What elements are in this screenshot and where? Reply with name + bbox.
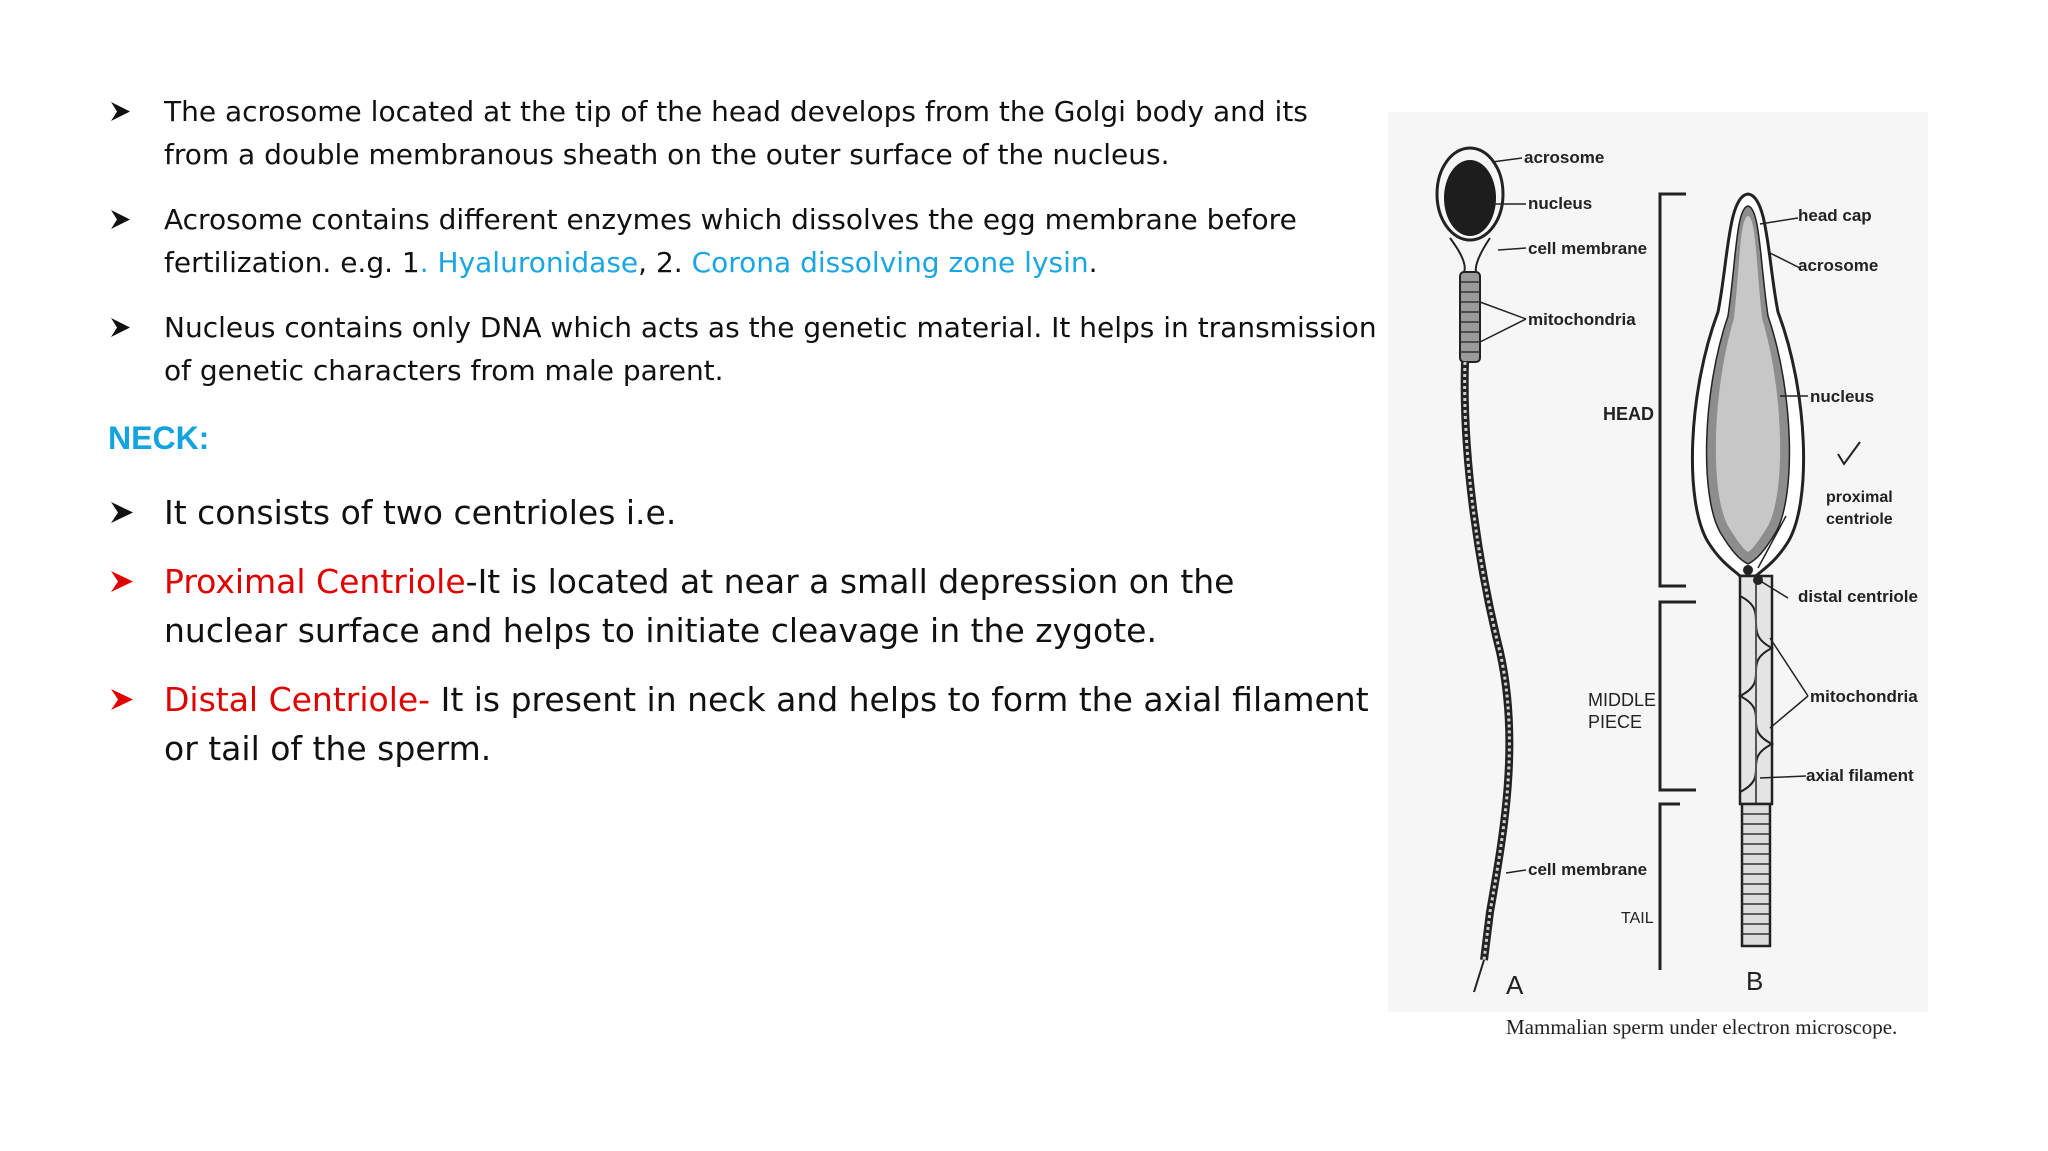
arrow-bullet-icon bbox=[108, 306, 164, 349]
bullet-text-plain: -It is located at near a small depression on the nuclear surface and helps to initiate cleavage in the zygote. bbox=[164, 562, 1235, 650]
bullet-item bbox=[108, 488, 1388, 537]
term-distal-centriole: Distal Centriole- bbox=[164, 680, 441, 719]
bullet-text-plain: It is present in neck and helps to form the axial filament or tail of the sperm. bbox=[164, 680, 1369, 768]
arrow-bullet-icon bbox=[108, 557, 164, 606]
label-letter-b: B bbox=[1746, 966, 1764, 996]
section-tail-label: TAIL bbox=[1621, 910, 1654, 927]
neck-bullet-list bbox=[108, 488, 1388, 773]
section-heading: NECK: bbox=[108, 420, 210, 456]
bullet-text-plain: , 2. bbox=[638, 246, 692, 279]
section-piece-label: PIECE bbox=[1588, 712, 1643, 732]
bullet-text-plain: Acrosome contains different enzymes which dissolves the egg membrane before fertilization. e.g. 1 bbox=[164, 203, 1297, 279]
sperm-diagram bbox=[1388, 112, 1928, 1052]
bullet-item bbox=[108, 557, 1318, 655]
bullet-list bbox=[108, 90, 1388, 392]
bullet-text: It consists of two centrioles i.e. bbox=[164, 493, 677, 532]
enzyme-name: Corona dissolving zone lysin bbox=[691, 246, 1089, 279]
bullet-text bbox=[164, 557, 1318, 655]
bullet-text: Nucleus contains only DNA which acts as the genetic material. It helps in transmission of genetic characters from male parent. bbox=[164, 311, 1377, 387]
arrow-bullet-icon bbox=[108, 198, 164, 241]
figure-caption: Mammalian sperm under electron microscope. bbox=[1506, 1015, 1898, 1039]
label-cell-membrane-a: cell membrane bbox=[1528, 239, 1648, 258]
label-cell-membrane-a-bottom: cell membrane bbox=[1528, 860, 1648, 879]
bullet-text bbox=[164, 675, 1378, 773]
arrow-bullet-icon bbox=[108, 90, 164, 133]
bullet-text bbox=[164, 198, 1348, 284]
label-proximal: proximal bbox=[1826, 489, 1893, 506]
label-letter-a: A bbox=[1506, 970, 1524, 1000]
label-mitochondria-b: mitochondria bbox=[1810, 687, 1918, 706]
label-acrosome-a: acrosome bbox=[1524, 148, 1605, 167]
enzyme-name: . Hyaluronidase bbox=[419, 246, 639, 279]
label-mitochondria-a: mitochondria bbox=[1528, 310, 1636, 329]
section-middle-label: MIDDLE bbox=[1588, 690, 1657, 710]
label-head-cap: head cap bbox=[1798, 206, 1872, 225]
bullet-item bbox=[108, 198, 1348, 284]
term-proximal-centriole: Proximal Centriole bbox=[164, 562, 466, 601]
label-distal-centriole: distal centriole bbox=[1798, 587, 1918, 606]
label-nucleus-b: nucleus bbox=[1810, 387, 1875, 406]
section-head-label: HEAD bbox=[1603, 404, 1655, 424]
label-acrosome-b: acrosome bbox=[1798, 256, 1879, 275]
bullet-item bbox=[108, 675, 1378, 773]
arrow-bullet-icon bbox=[108, 675, 164, 724]
label-axial-filament: axial filament bbox=[1806, 766, 1914, 785]
bullet-text: The acrosome located at the tip of the head develops from the Golgi body and its from a double membranous sheath on the outer surface of the nucleus. bbox=[164, 95, 1308, 171]
bullet-text-plain: . bbox=[1088, 246, 1098, 279]
bullet-item bbox=[108, 90, 1378, 176]
label-centriole: centriole bbox=[1826, 511, 1893, 528]
bullet-item bbox=[108, 306, 1378, 392]
arrow-bullet-icon bbox=[108, 488, 164, 537]
label-nucleus-a: nucleus bbox=[1528, 194, 1593, 213]
